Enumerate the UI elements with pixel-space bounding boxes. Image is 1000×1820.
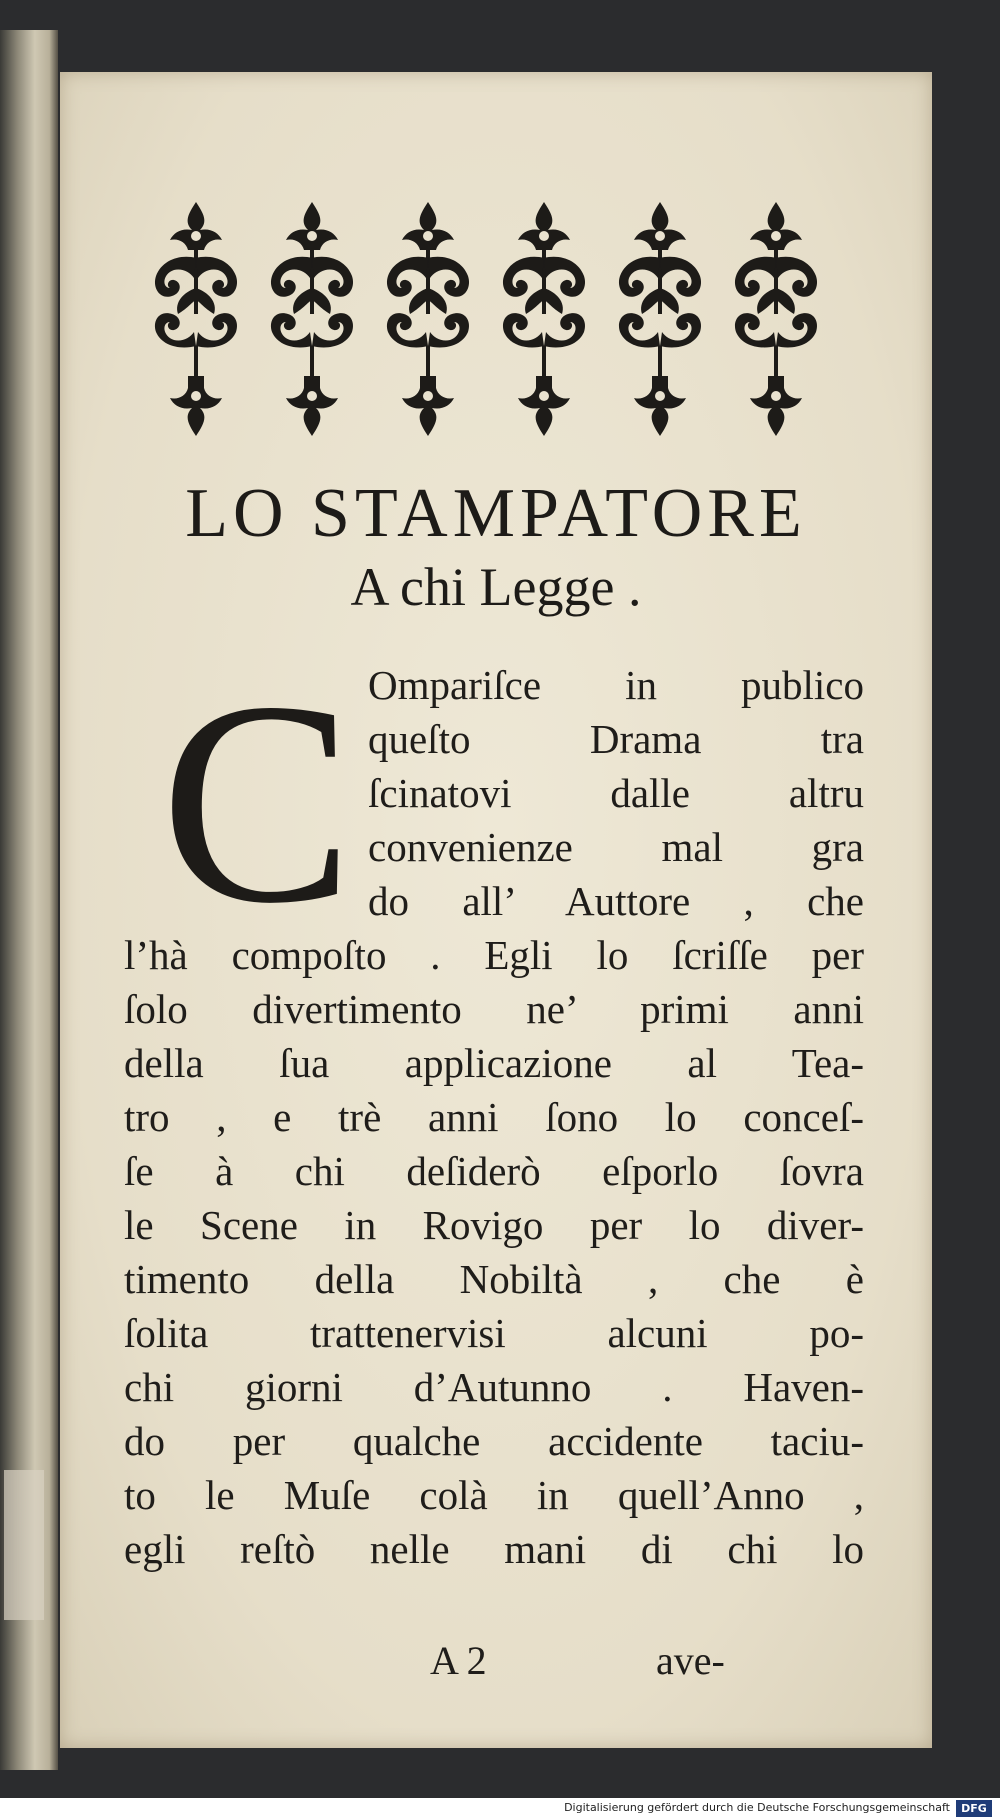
text-line: to le Muſe colà in quell’Anno , xyxy=(124,1472,864,1518)
ornament-flower xyxy=(271,202,353,436)
ornament-flower xyxy=(619,202,701,436)
text-line: ſolo divertimento ne’ primi anni xyxy=(124,986,864,1032)
text-line: convenienze mal gra xyxy=(368,824,864,870)
footer-bar xyxy=(0,1798,1000,1820)
page-subheading: A chi Legge . xyxy=(350,557,642,617)
ornament-flower xyxy=(387,202,469,436)
page-heading: LO STAMPATORE xyxy=(185,475,807,552)
text-line: do per qualche accidente taciu- xyxy=(124,1418,864,1464)
catchword: ave- xyxy=(656,1638,725,1683)
drop-cap xyxy=(152,672,362,912)
dfg-logo: DFG xyxy=(956,1800,992,1817)
text-line: do all’ Auttore , che xyxy=(368,878,864,924)
library-label xyxy=(4,1470,44,1620)
text-line: ſe à chi deſiderò eſporlo ſovra xyxy=(124,1148,864,1194)
ornament-flower xyxy=(735,202,817,436)
signature-mark: A 2 xyxy=(430,1638,487,1683)
book-page xyxy=(60,72,932,1748)
ornament-flower xyxy=(503,202,585,436)
text-line: chi giorni d’Autunno . Haven- xyxy=(124,1364,864,1410)
text-line: tro , e trè anni ſono lo conceſ- xyxy=(124,1094,864,1140)
text-line: Ompariſce in publico xyxy=(368,662,864,708)
footer-credit: Digitalisierung gefördert durch die Deutsche Forschungsgemeinschaft xyxy=(564,1801,950,1814)
text-line: egli reſtò nelle mani di chi lo xyxy=(124,1526,864,1572)
adjacent-book-edge xyxy=(0,30,58,1770)
ornament-flower xyxy=(155,202,237,436)
text-line: della ſua applicazione al Tea- xyxy=(124,1040,864,1086)
floral-ornament-band xyxy=(148,196,844,440)
text-line: ſcinatovi dalle altru xyxy=(368,770,864,816)
text-line: l’hà compoſto . Egli lo ſcriſſe per xyxy=(124,932,864,978)
text-line: le Scene in Rovigo per lo diver- xyxy=(124,1202,864,1248)
text-line: timento della Nobiltà , che è xyxy=(124,1256,864,1302)
text-line: ſolita trattenervisi alcuni po- xyxy=(124,1310,864,1356)
text-line: queſto Drama tra xyxy=(368,716,864,762)
drop-cap-letter: C xyxy=(160,672,354,912)
